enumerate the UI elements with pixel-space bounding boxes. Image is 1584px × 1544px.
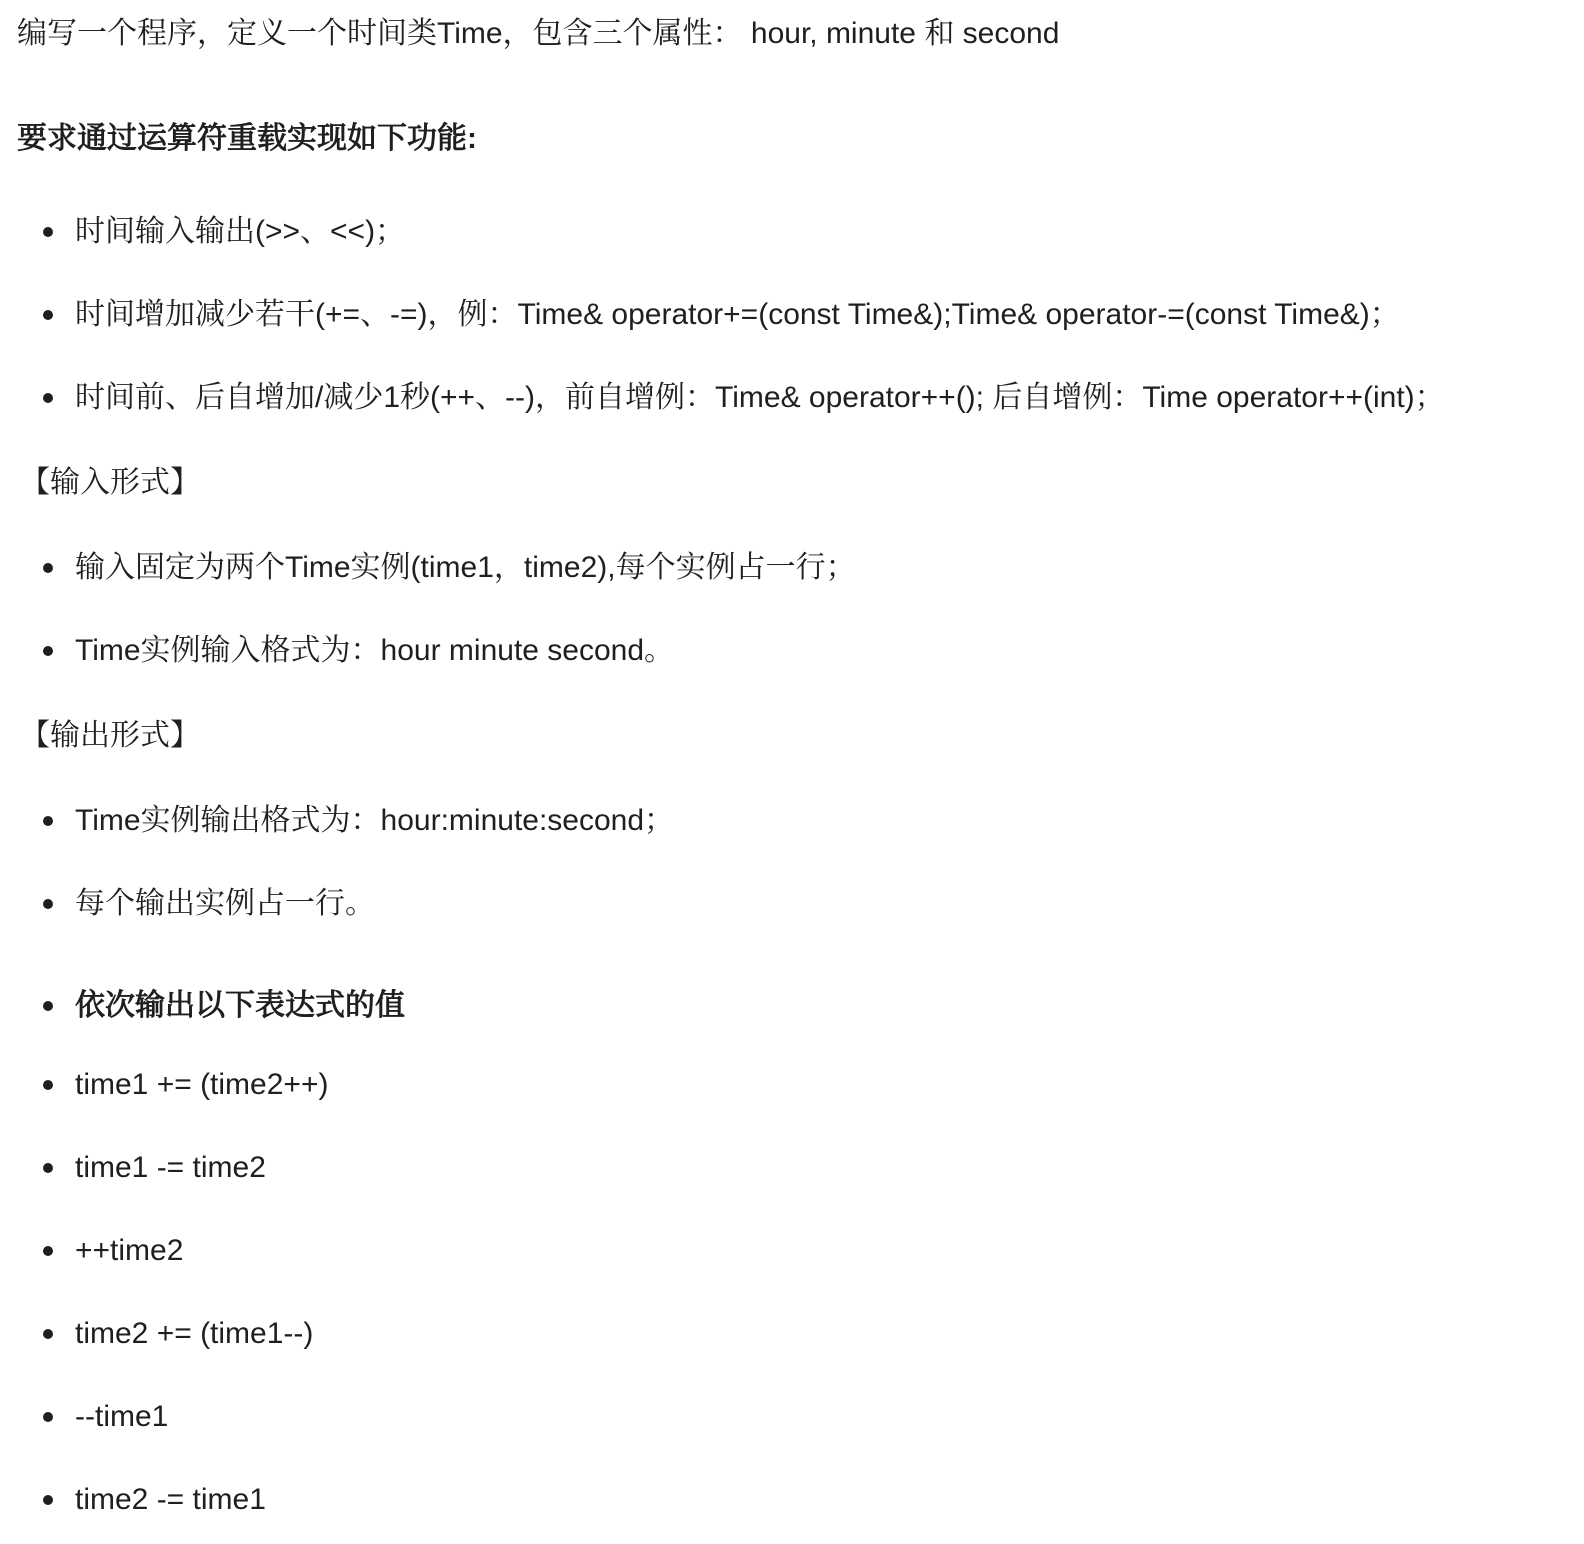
bullet-icon (43, 816, 53, 826)
expression-text: time2 += (time1--) (75, 1317, 314, 1350)
bullet-icon (43, 1163, 53, 1173)
bullet-icon (43, 646, 53, 656)
output-text: Time实例输出格式为：hour:minute:second； (75, 804, 675, 837)
expression-text: time1 += (time2++) (75, 1068, 329, 1101)
expression-text: time2 -= time1 (75, 1483, 266, 1516)
expression-text: --time1 (75, 1400, 169, 1433)
input-text: Time实例输入格式为：hour minute second。 (75, 634, 675, 667)
expression-text: time1 -= time2 (75, 1151, 266, 1184)
intro-text: 编写一个程序，定义一个时间类Time，包含三个属性： hour, minute 和 second (17, 17, 1060, 50)
bullet-icon (43, 1246, 53, 1256)
bullet-icon (43, 1080, 53, 1090)
input-text: 输入固定为两个Time实例(time1，time2),每个实例占一行； (75, 551, 856, 584)
bullet-icon (43, 1412, 53, 1422)
requirement-text: 时间输入输出(>>、<<)； (75, 215, 406, 248)
bullet-icon (43, 393, 53, 403)
bullet-icon (43, 899, 53, 909)
bullet-icon (43, 310, 53, 320)
bullet-icon (43, 227, 53, 237)
output-text: 每个输出实例占一行。 (75, 887, 375, 920)
requirement-heading: 要求通过运算符重载实现如下功能: (17, 122, 477, 155)
input-heading: 【输入形式】 (20, 466, 200, 499)
requirement-text: 时间前、后自增加/减少1秒(++、--)，前自增例：Time& operator++(); 后自增例：Time operator++(int)； (75, 381, 1445, 414)
bullet-icon (43, 1329, 53, 1339)
output-heading: 【输出形式】 (20, 719, 200, 752)
bullet-icon (43, 1495, 53, 1505)
requirement-text: 时间增加减少若干(+=、-=)，例：Time& operator+=(const Time&);Time& operator-=(const Time&)； (75, 298, 1400, 331)
expression-text: ++time2 (75, 1234, 184, 1267)
bullet-icon (43, 563, 53, 573)
expressions-heading: 依次输出以下表达式的值 (75, 989, 405, 1022)
bullet-icon (43, 1001, 53, 1011)
